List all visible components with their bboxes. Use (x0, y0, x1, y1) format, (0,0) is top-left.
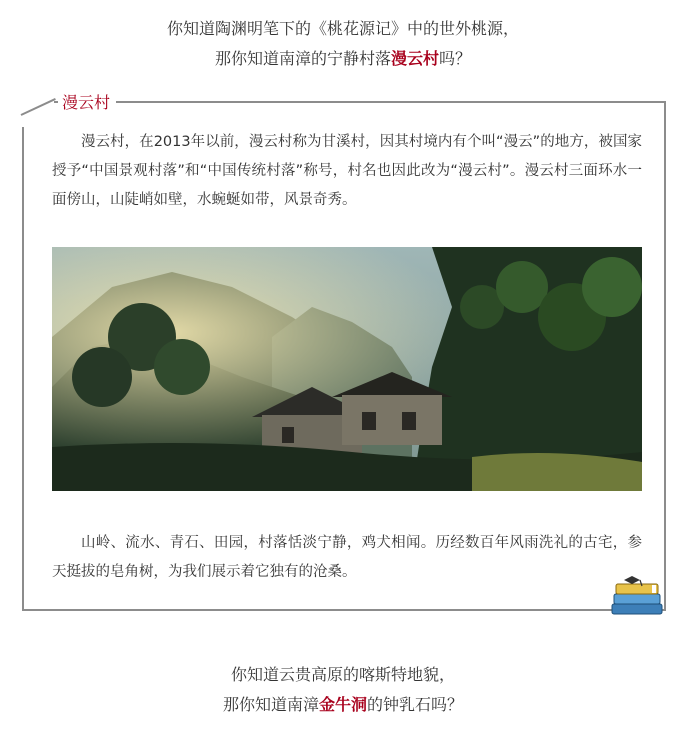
books-icon (606, 574, 668, 620)
village-landscape-photo (52, 247, 642, 491)
intro-bottom-line2-prefix: 那你知道南漳 (222, 695, 319, 714)
card-paragraph-1: 漫云村，在2013年以前，漫云村称为甘溪村，因其村境内有个叫“漫云”的地方，被国家授予“中国景观村落”和“中国传统村落”称号，村名也因此改为“漫云村”。漫云村三面环水一面傍山，山陡峭如壁，水蜿蜒如带，风景奇秀。 (52, 134, 642, 208)
intro-top-highlight: 漫云村 (390, 49, 439, 68)
intro-bottom-line1: 你知道云贵高原的喀斯特地貌， (230, 665, 455, 684)
intro-top-line2 (0, 44, 686, 74)
village-landscape-illustration (52, 247, 642, 491)
intro-top-line2-prefix: 那你知道南漳的宁静村落 (214, 49, 391, 68)
village-card (22, 93, 666, 611)
card-paragraph-2: 山岭、流水、青石、田园，村落恬淡宁静，鸡犬相闻。历经数百年风雨洗礼的古宅，参天挺拔的皂角树，为我们展示着它独有的沧桑。 (52, 535, 642, 580)
intro-top-line1: 你知道陶渊明笔下的《桃花源记》中的世外桃源， (166, 19, 519, 38)
card-label: 漫云村 (58, 93, 116, 113)
intro-bottom-highlight: 金牛洞 (318, 695, 367, 714)
intro-bottom-line2 (0, 690, 686, 720)
intro-top-line2-suffix: 吗？ (439, 49, 472, 68)
intro-bottom-line2-suffix: 的钟乳石吗？ (367, 695, 464, 714)
intro-bottom (0, 660, 686, 720)
intro-top (0, 14, 686, 74)
